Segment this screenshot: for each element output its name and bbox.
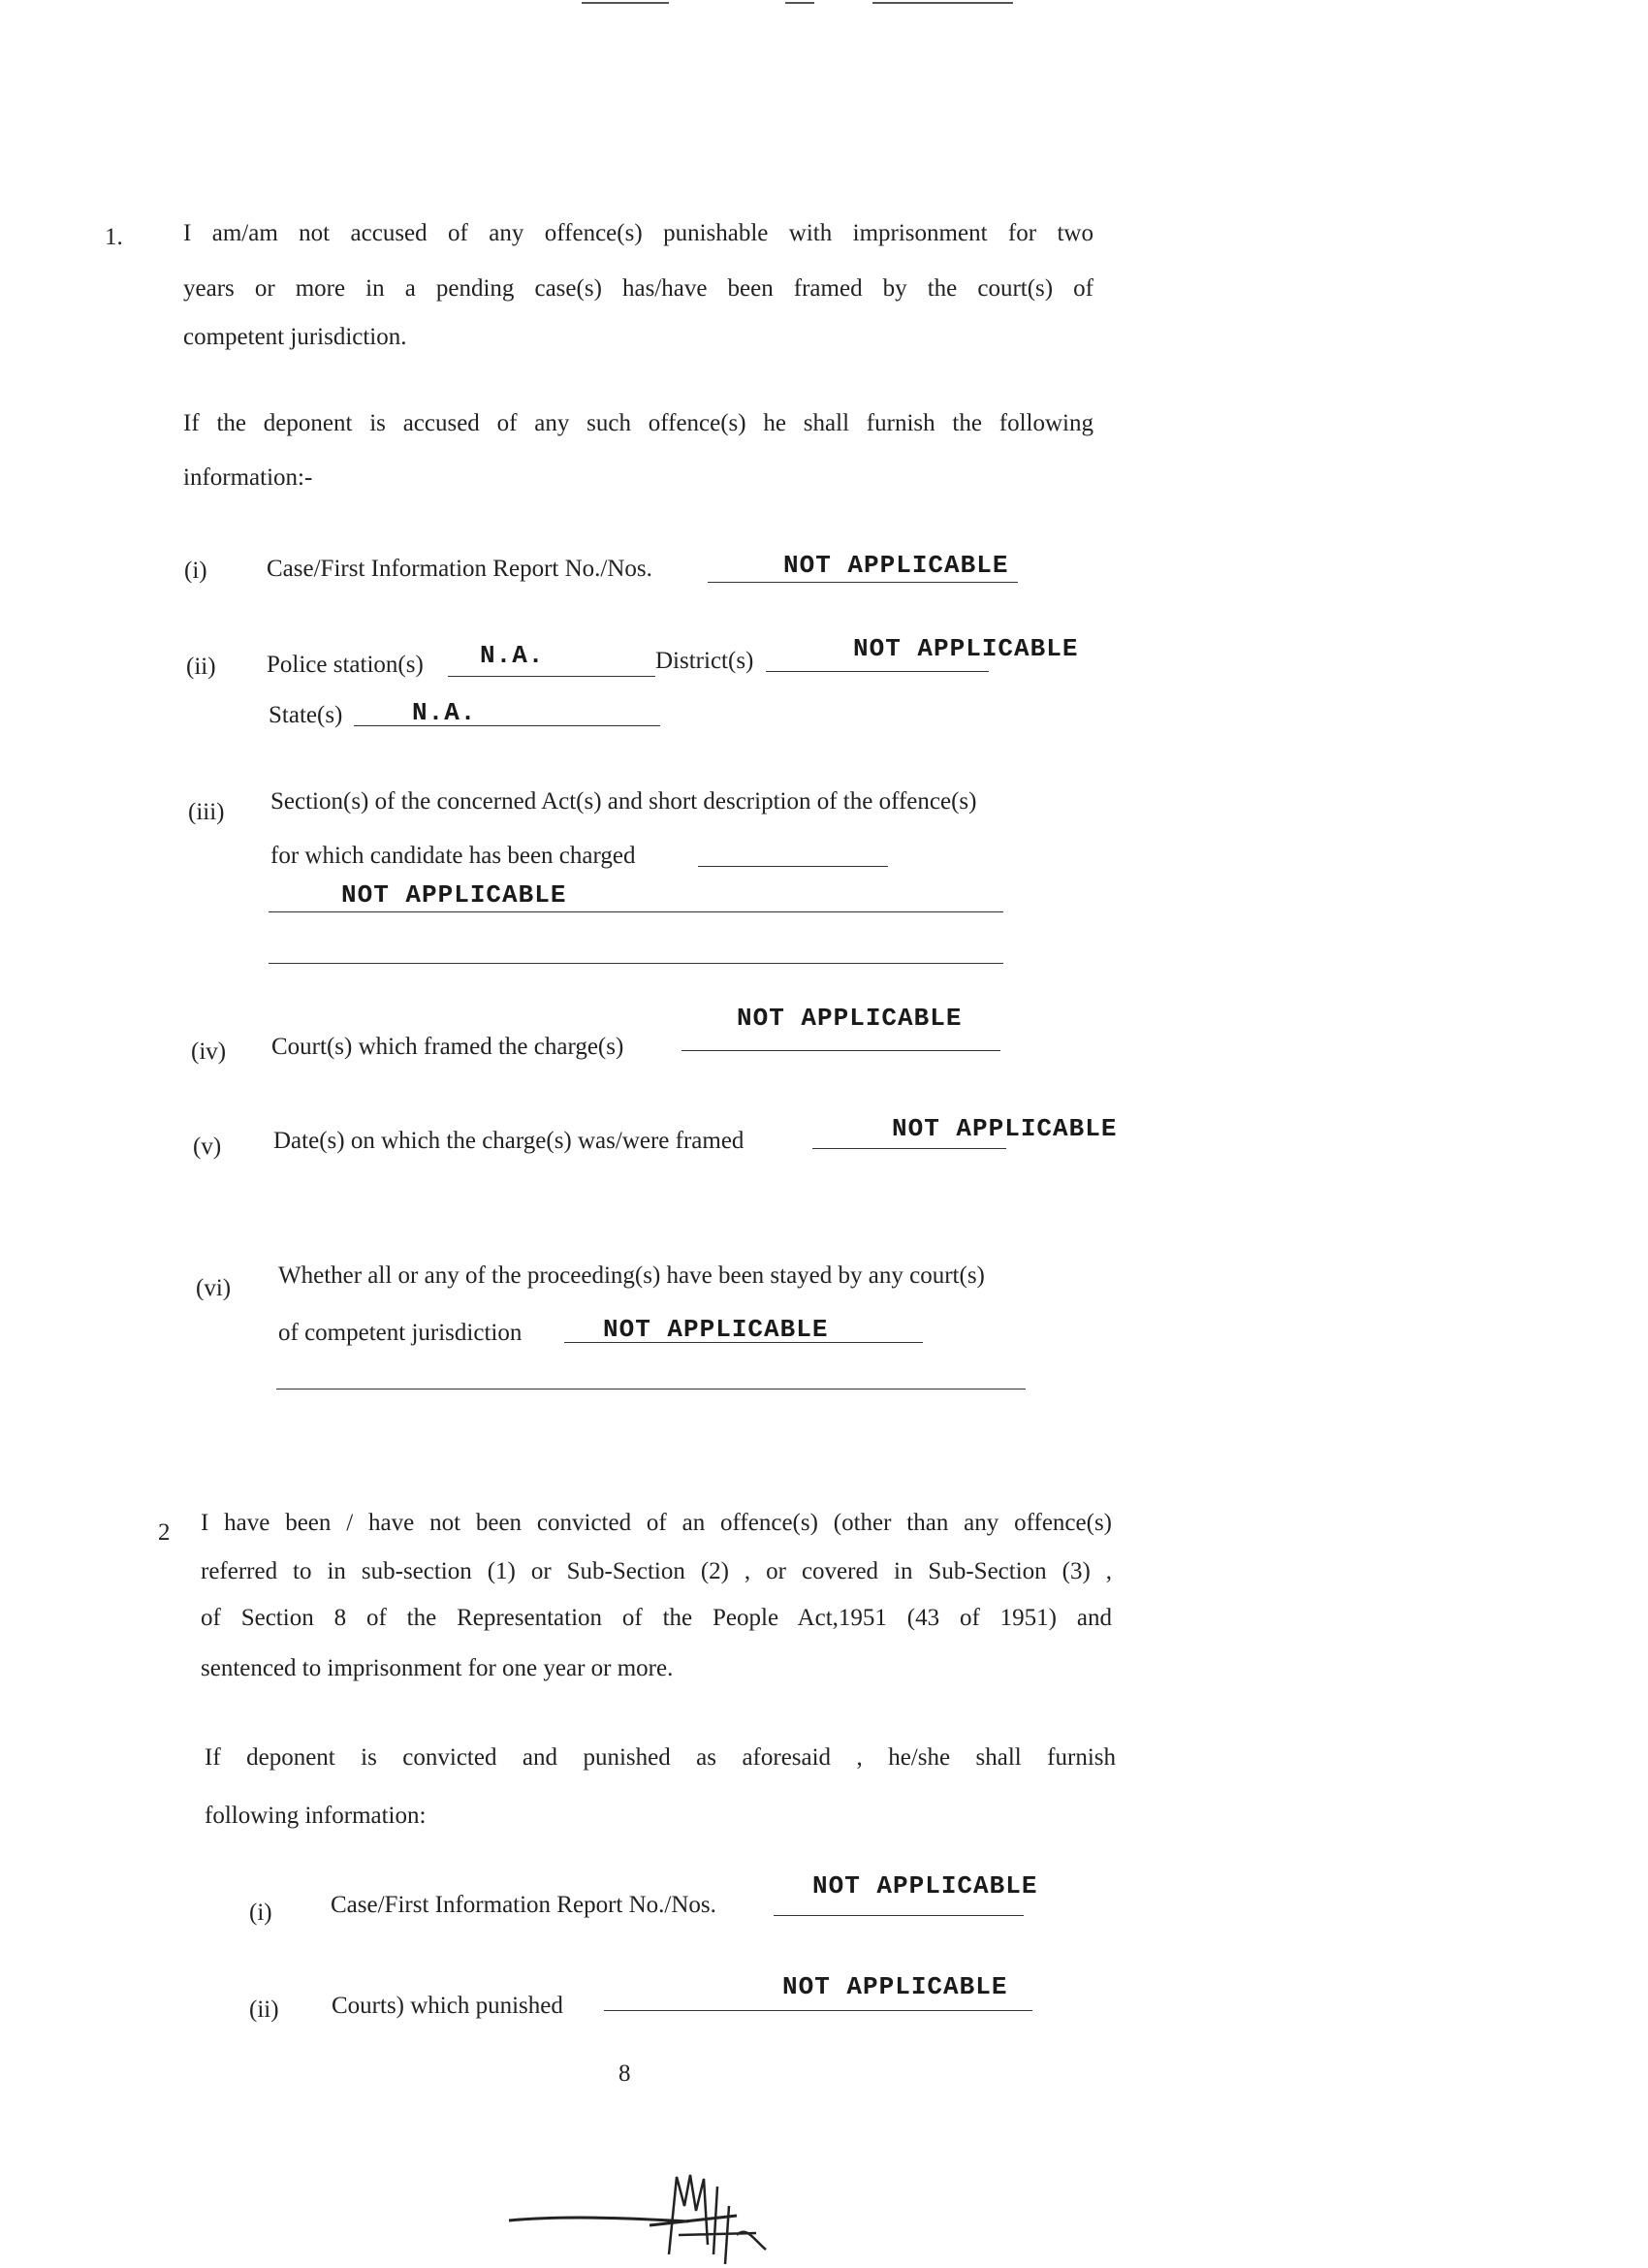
section-1-line: I am/am not accused of any offence(s) punishable with imprisonment for two — [183, 220, 1093, 246]
section-2-line: referred to in sub-section (1) or Sub-Section (2) , or covered in Sub-Section (3) , — [201, 1558, 1112, 1584]
proceedings-stayed-underline — [276, 1389, 1026, 1390]
court-framed-underline — [681, 1050, 1000, 1051]
state-label: State(s) — [269, 702, 343, 728]
proceedings-stayed-label: of competent jurisdiction — [278, 1320, 523, 1346]
item-number: (iv) — [191, 1038, 227, 1065]
conviction-case-fir-label: Case/First Information Report No./Nos. — [331, 1892, 716, 1918]
section-description-underline — [269, 963, 1003, 964]
court-framed-label: Court(s) which framed the charge(s) — [271, 1034, 624, 1060]
case-fir-label: Case/First Information Report No./Nos. — [267, 556, 652, 582]
case-fir-value: NOT APPLICABLE — [783, 551, 1009, 580]
section-description-value: NOT APPLICABLE — [341, 880, 567, 910]
item-number: (ii) — [186, 654, 216, 680]
police-station-label: Police station(s) — [267, 652, 424, 678]
courts-punished-value: NOT APPLICABLE — [782, 1972, 1008, 2001]
state-underline — [354, 725, 660, 726]
section-1-instruction: information:- — [183, 464, 313, 491]
signature-icon — [504, 2167, 785, 2268]
conviction-case-fir-underline — [774, 1915, 1024, 1916]
section-2-line: of Section 8 of the Representation of the People Act,1951 (43 of 1951) and — [201, 1605, 1112, 1631]
section-2-instruction: If deponent is convicted and punished as aforesaid , he/she shall furnish — [205, 1744, 1116, 1771]
item-number: (i) — [249, 1900, 272, 1926]
item-number: (v) — [193, 1134, 222, 1160]
section-description-underline — [269, 911, 1003, 912]
item-number: (iii) — [188, 799, 225, 825]
page-number: 8 — [618, 2060, 631, 2087]
section-1-line: years or more in a pending case(s) has/have been framed by the court(s) of — [183, 275, 1093, 302]
section-1-instruction: If the deponent is accused of any such offence(s) he shall furnish the following — [183, 410, 1093, 436]
section-1-line: competent jurisdiction. — [183, 324, 407, 350]
state-value: N.A. — [412, 698, 477, 727]
scan-mark — [785, 2, 814, 4]
date-framed-value: NOT APPLICABLE — [892, 1114, 1118, 1143]
district-underline — [766, 671, 989, 672]
item-number: (i) — [184, 558, 207, 584]
charged-underline — [698, 866, 888, 867]
proceedings-stayed-value: NOT APPLICABLE — [603, 1315, 829, 1344]
item-number: (ii) — [249, 1996, 279, 2023]
section-2-line: sentenced to imprisonment for one year or more. — [201, 1655, 674, 1681]
item-number: (vi) — [196, 1275, 232, 1301]
section-2-line: I have been / have not been convicted of an offence(s) (other than any offence(s) — [201, 1510, 1112, 1536]
courts-punished-label: Courts) which punished — [332, 1993, 563, 2019]
section-2-number: 2 — [158, 1519, 171, 1546]
section-2-instruction: following information: — [205, 1803, 427, 1829]
scan-mark — [582, 2, 669, 4]
police-station-value: N.A. — [480, 641, 545, 670]
date-framed-label: Date(s) on which the charge(s) was/were framed — [273, 1128, 745, 1154]
scan-mark — [872, 2, 1013, 4]
conviction-case-fir-value: NOT APPLICABLE — [812, 1871, 1038, 1901]
date-framed-underline — [812, 1148, 1006, 1149]
section-description-label: Section(s) of the concerned Act(s) and short description of the offence(s) — [270, 788, 977, 815]
police-station-underline — [448, 676, 655, 677]
court-framed-value: NOT APPLICABLE — [737, 1004, 963, 1033]
case-fir-underline — [708, 582, 1018, 583]
section-description-label: for which candidate has been charged — [270, 843, 636, 869]
courts-punished-underline — [604, 2010, 1032, 2011]
section-1-number: 1. — [105, 224, 123, 250]
proceedings-stayed-label: Whether all or any of the proceeding(s) have been stayed by any court(s) — [278, 1262, 985, 1289]
district-value: NOT APPLICABLE — [853, 634, 1079, 663]
district-label: District(s) — [655, 648, 754, 674]
